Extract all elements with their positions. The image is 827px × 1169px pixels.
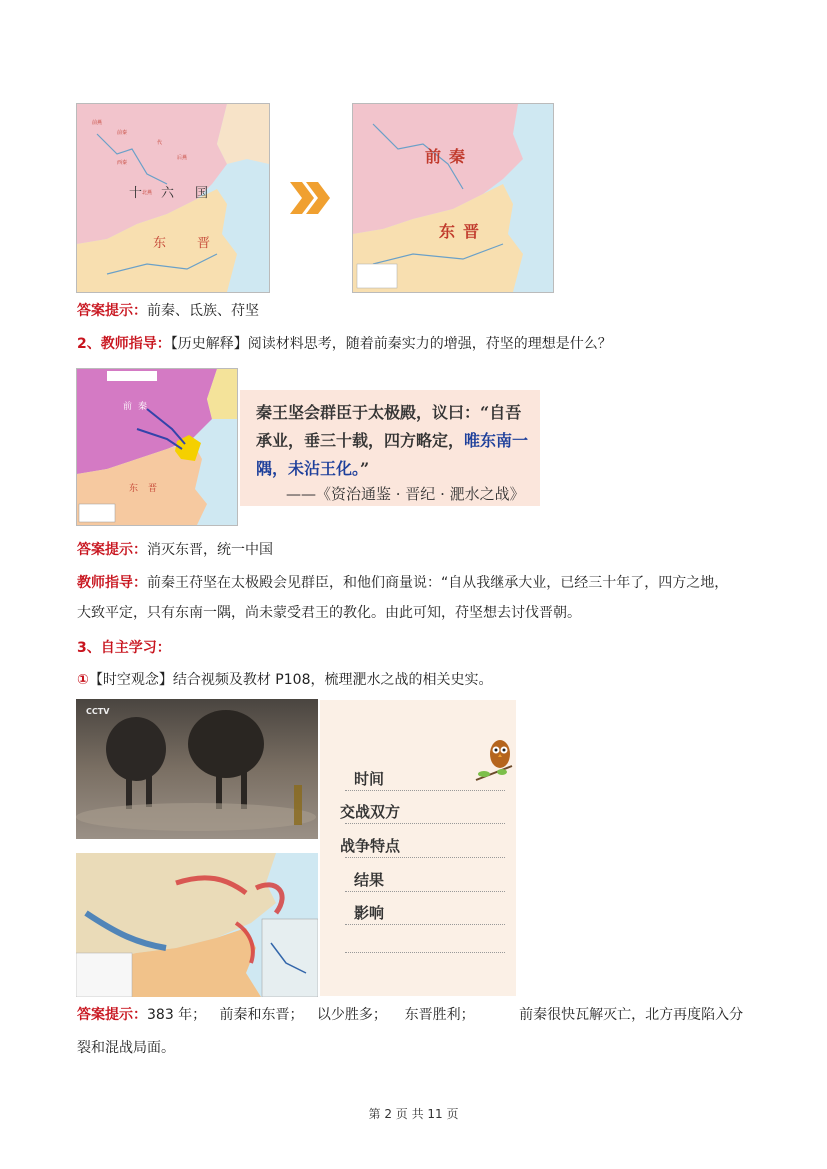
quote-line-3 xyxy=(256,456,369,479)
question-3-1-text: 【时空观念】结合视频及教材 P108，梳理淝水之战的相关史实。 xyxy=(88,672,493,688)
answer-hint-2 xyxy=(77,540,273,560)
answer-hint-label: 答案提示： xyxy=(77,303,147,319)
svg-text:代: 代 xyxy=(157,140,163,146)
map2-label-dongjin: 东晋 xyxy=(439,222,488,241)
panel-divider xyxy=(345,952,505,953)
svg-text:后燕: 后燕 xyxy=(177,155,188,161)
answer-hint-3-line-1: 383 年； 前秦和东晋； 以少胜多； 东晋胜利； 前秦很快瓦解灭亡，北方再度陷入分 xyxy=(147,1007,744,1023)
quote-line-3-b: ” xyxy=(360,459,370,478)
question-3-title: 3、自主学习： xyxy=(77,640,171,656)
svg-text:前燕: 前燕 xyxy=(92,120,103,126)
question-3-1 xyxy=(77,670,492,690)
answer-hint-text: 前秦、氐族、苻坚 xyxy=(147,303,259,319)
svg-text:北燕: 北燕 xyxy=(142,190,153,196)
circled-one-marker: ① xyxy=(77,672,89,688)
question-2-label: 教师指导： xyxy=(100,336,171,352)
quote-line-1: 秦王坚会群臣于太极殿，议曰：“自吾 xyxy=(256,403,522,422)
map1-label-shi: 十 xyxy=(129,186,143,201)
double-chevron-right-icon xyxy=(288,180,332,216)
panel-divider xyxy=(345,924,505,925)
panel-divider xyxy=(345,823,505,824)
quote-line-2-a: 承业，垂三十载，四方略定， xyxy=(256,431,465,450)
map1-label-liu: 六 xyxy=(161,186,175,201)
map-former-qin-expansion xyxy=(76,368,238,526)
map1-label-jin: 晋 xyxy=(197,236,211,251)
map3-label-qianqin: 前秦 xyxy=(123,402,154,412)
answer-hint-3 xyxy=(77,1005,743,1025)
video-still-cavalry[interactable] xyxy=(76,699,318,839)
question-2-text: 【历史解释】阅读材料思考，随着前秦实力的增强，苻坚的理想是什么？ xyxy=(170,336,612,352)
teacher-guidance-line-1: 前秦王苻坚在太极殿会见群臣，和他们商量说：“自从我继承大业，已经三十年了，四方之地， xyxy=(147,575,729,591)
answer-hint-3-line-2: 裂和混战局面。 xyxy=(77,1040,175,1056)
panel-item-parties: 交战双方 xyxy=(340,803,401,821)
map1-label-dong: 东 xyxy=(153,236,167,251)
map-sixteen-kingdoms xyxy=(76,103,270,293)
owl-on-branch-icon xyxy=(472,730,516,786)
teacher-guidance xyxy=(77,573,728,593)
panel-item-features: 战争特点 xyxy=(340,837,401,855)
map1-label-guo: 国 xyxy=(195,186,209,201)
teacher-guidance-label: 教师指导： xyxy=(77,575,147,591)
cctv-logo: CCTV xyxy=(86,707,110,716)
question-2-number: 2、 xyxy=(77,336,101,352)
panel-item-time: 时间 xyxy=(354,770,385,788)
teacher-guidance-line-2: 大致平定，只有东南一隅，尚未蒙受君王的教化。由此可知，苻坚想去讨伐晋朝。 xyxy=(77,605,581,621)
map-feishui-battle xyxy=(76,853,318,997)
quote-line-2 xyxy=(256,428,528,451)
map2-label-qianqin: 前秦 xyxy=(425,147,474,166)
panel-divider xyxy=(345,790,505,791)
panel-item-result: 结果 xyxy=(354,871,385,889)
quote-line-2-b: 唯东南一 xyxy=(464,431,529,450)
map-former-qin-unified-north xyxy=(352,103,554,293)
answer-hint-2-label: 答案提示： xyxy=(77,542,147,558)
panel-divider xyxy=(345,857,505,858)
svg-text:前秦: 前秦 xyxy=(117,130,128,136)
answer-hint-1 xyxy=(77,301,259,321)
answer-hint-3-label: 答案提示： xyxy=(77,1007,147,1023)
panel-divider xyxy=(345,891,505,892)
page-footer: 第 2 页 共 11 页 xyxy=(368,1107,459,1121)
quote-source: ——《资治通鉴 · 晋纪 · 淝水之战》 xyxy=(286,485,525,503)
map3-label-dongjin: 东晋 xyxy=(129,484,168,494)
question-2 xyxy=(77,334,612,354)
answer-hint-2-text: 消灭东晋，统一中国 xyxy=(147,542,273,558)
quote-line-3-a: 隅，未沾王化。 xyxy=(256,459,361,478)
svg-text:西秦: 西秦 xyxy=(117,160,128,166)
panel-item-impact: 影响 xyxy=(354,904,385,922)
